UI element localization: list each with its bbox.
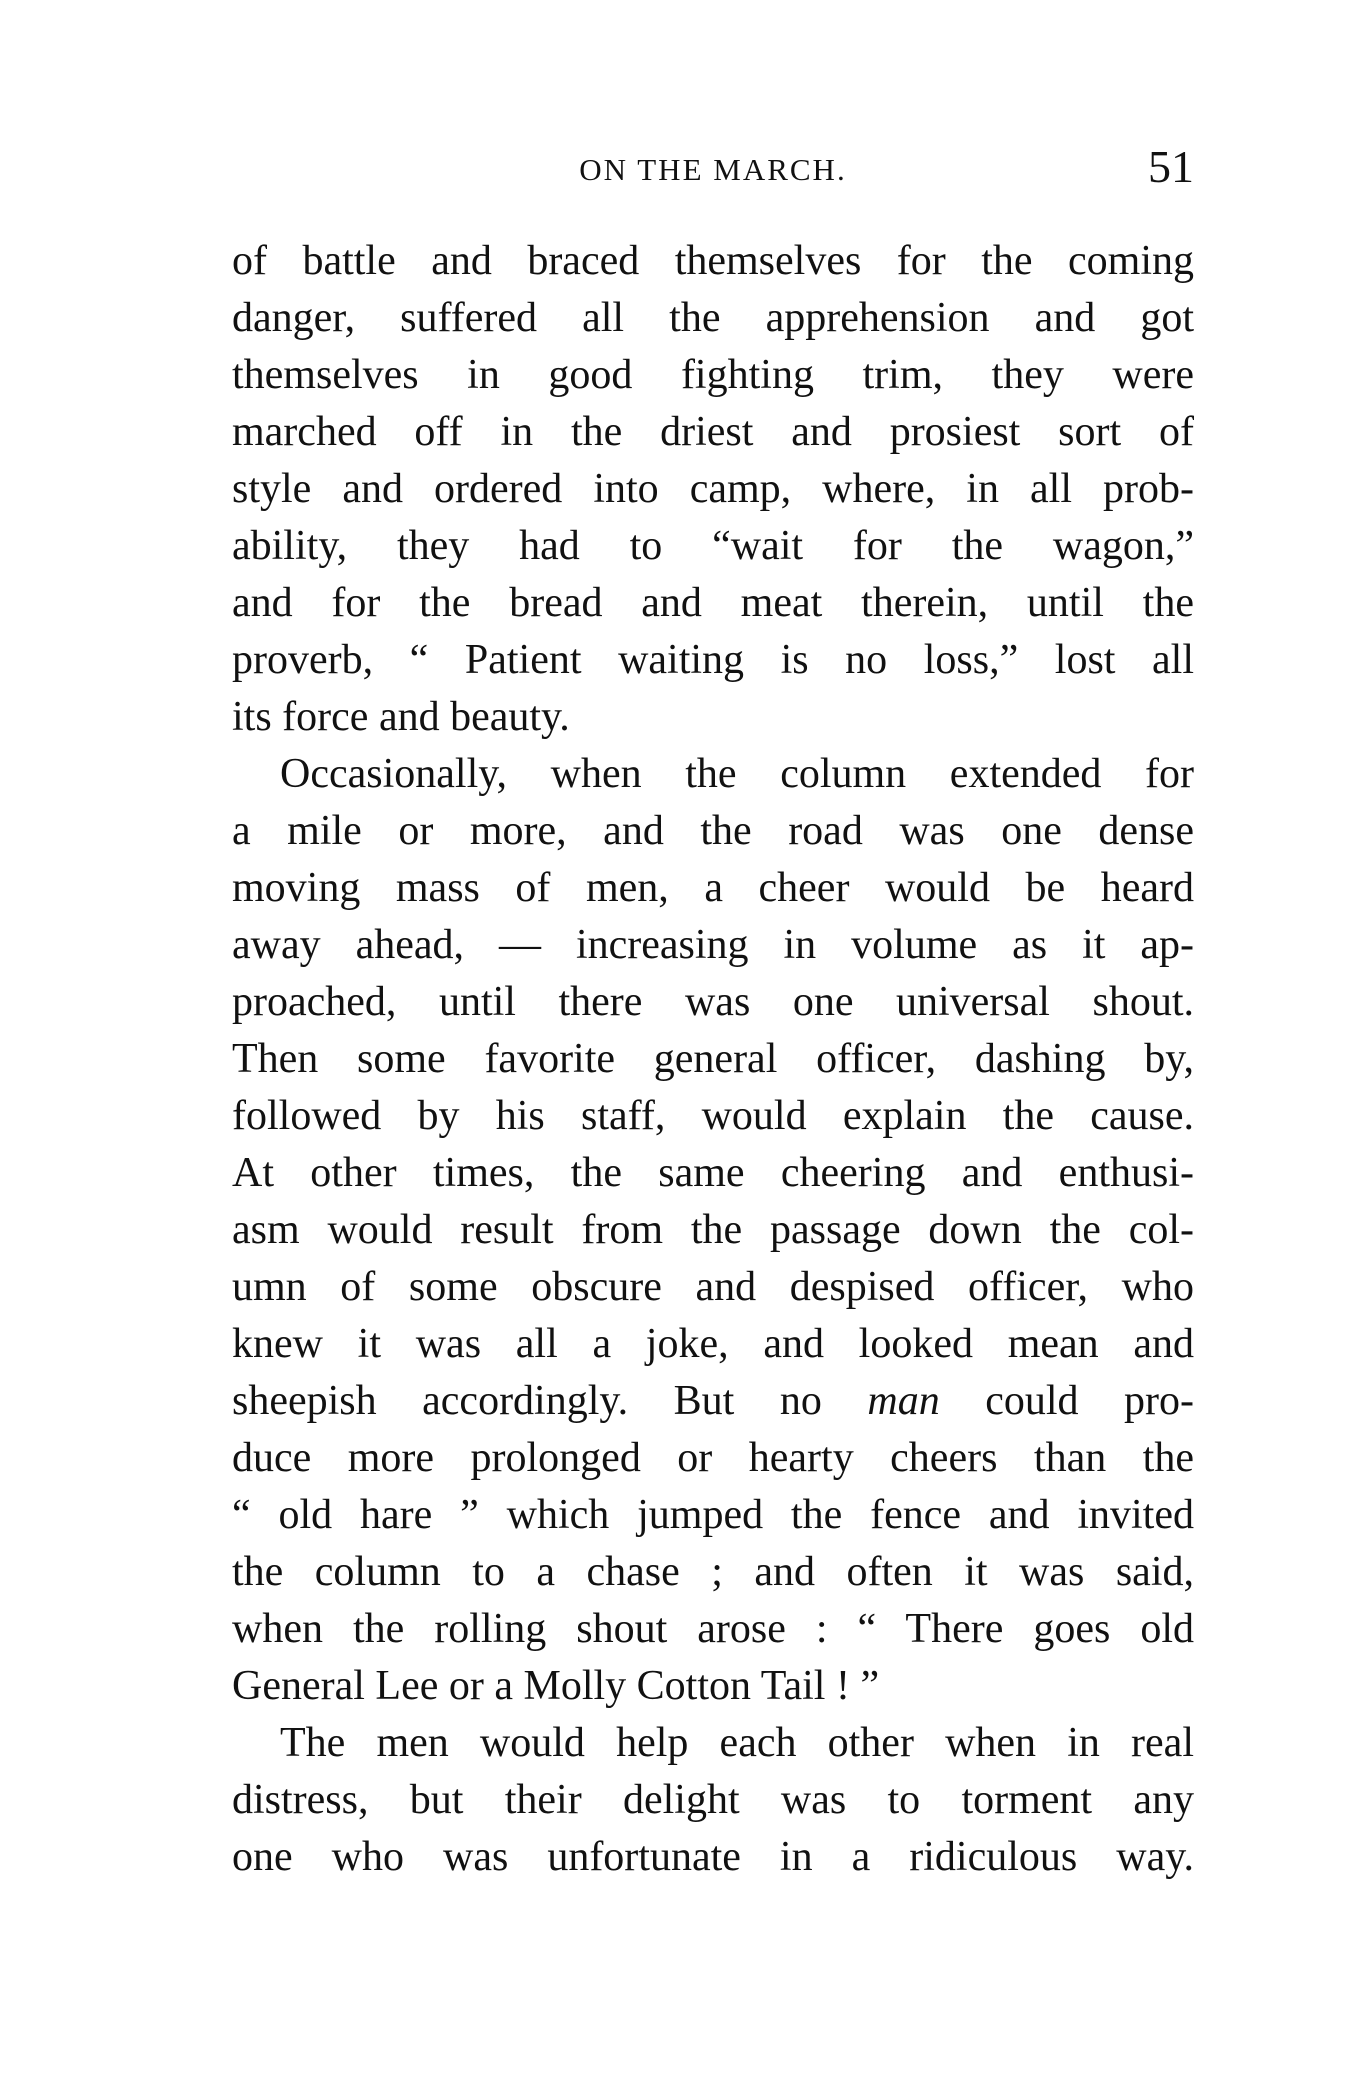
text-line: duce more prolonged or hearty cheers than the [232, 1435, 1194, 1481]
text-line: At other times, the same cheering and enthusi- [232, 1150, 1194, 1196]
text-segment: could pro- [939, 1378, 1194, 1424]
text-line: of battle and braced themselves for the coming [232, 238, 1194, 284]
text-line: danger, suffered all the apprehension and got [232, 295, 1194, 341]
text-line: when the rolling shout arose : “ There goes old [232, 1606, 1194, 1652]
text-line: asm would result from the passage down the col- [232, 1207, 1194, 1253]
text-line: away ahead, — increasing in volume as it ap- [232, 922, 1194, 968]
text-line: ability, they had to “wait for the wagon,” [232, 523, 1194, 569]
text-line: General Lee or a Molly Cotton Tail ! ” [232, 1663, 880, 1709]
italic-word: man [867, 1378, 940, 1424]
text-line: The men would help each other when in real [280, 1720, 1194, 1766]
text-line: “ old hare ” which jumped the fence and invited [232, 1492, 1194, 1538]
text-line: Occasionally, when the column extended for [280, 751, 1194, 797]
text-segment: sheepish accordingly. But no [232, 1378, 868, 1424]
text-line: marched off in the driest and prosiest sort of [232, 409, 1194, 455]
text-line: proached, until there was one universal shout. [232, 979, 1194, 1025]
text-line: followed by his staff, would explain the cause. [232, 1093, 1194, 1139]
text-line: one who was unfortunate in a ridiculous way. [232, 1834, 1194, 1880]
running-head [232, 140, 1194, 200]
text-line: distress, but their delight was to torment any [232, 1777, 1194, 1823]
text-line: the column to a chase ; and often it was said, [232, 1549, 1194, 1595]
text-line: proverb, “ Patient waiting is no loss,” lost all [232, 637, 1194, 683]
text-line: moving mass of men, a cheer would be heard [232, 865, 1194, 911]
text-line: and for the bread and meat therein, until the [232, 580, 1194, 626]
text-line-with-italic [232, 1373, 1194, 1430]
text-line: a mile or more, and the road was one dense [232, 808, 1194, 854]
text-line: themselves in good fighting trim, they were [232, 352, 1194, 398]
text-line: style and ordered into camp, where, in all prob- [232, 466, 1194, 512]
text-line: knew it was all a joke, and looked mean and [232, 1321, 1194, 1367]
text-line: Then some favorite general officer, dashing by, [232, 1036, 1194, 1082]
text-line: umn of some obscure and despised officer, who [232, 1264, 1194, 1310]
running-title: ON THE MARCH. [579, 152, 847, 187]
body-text [232, 233, 1194, 1886]
text-line: its force and beauty. [232, 694, 570, 740]
page-number: 51 [1148, 141, 1194, 192]
